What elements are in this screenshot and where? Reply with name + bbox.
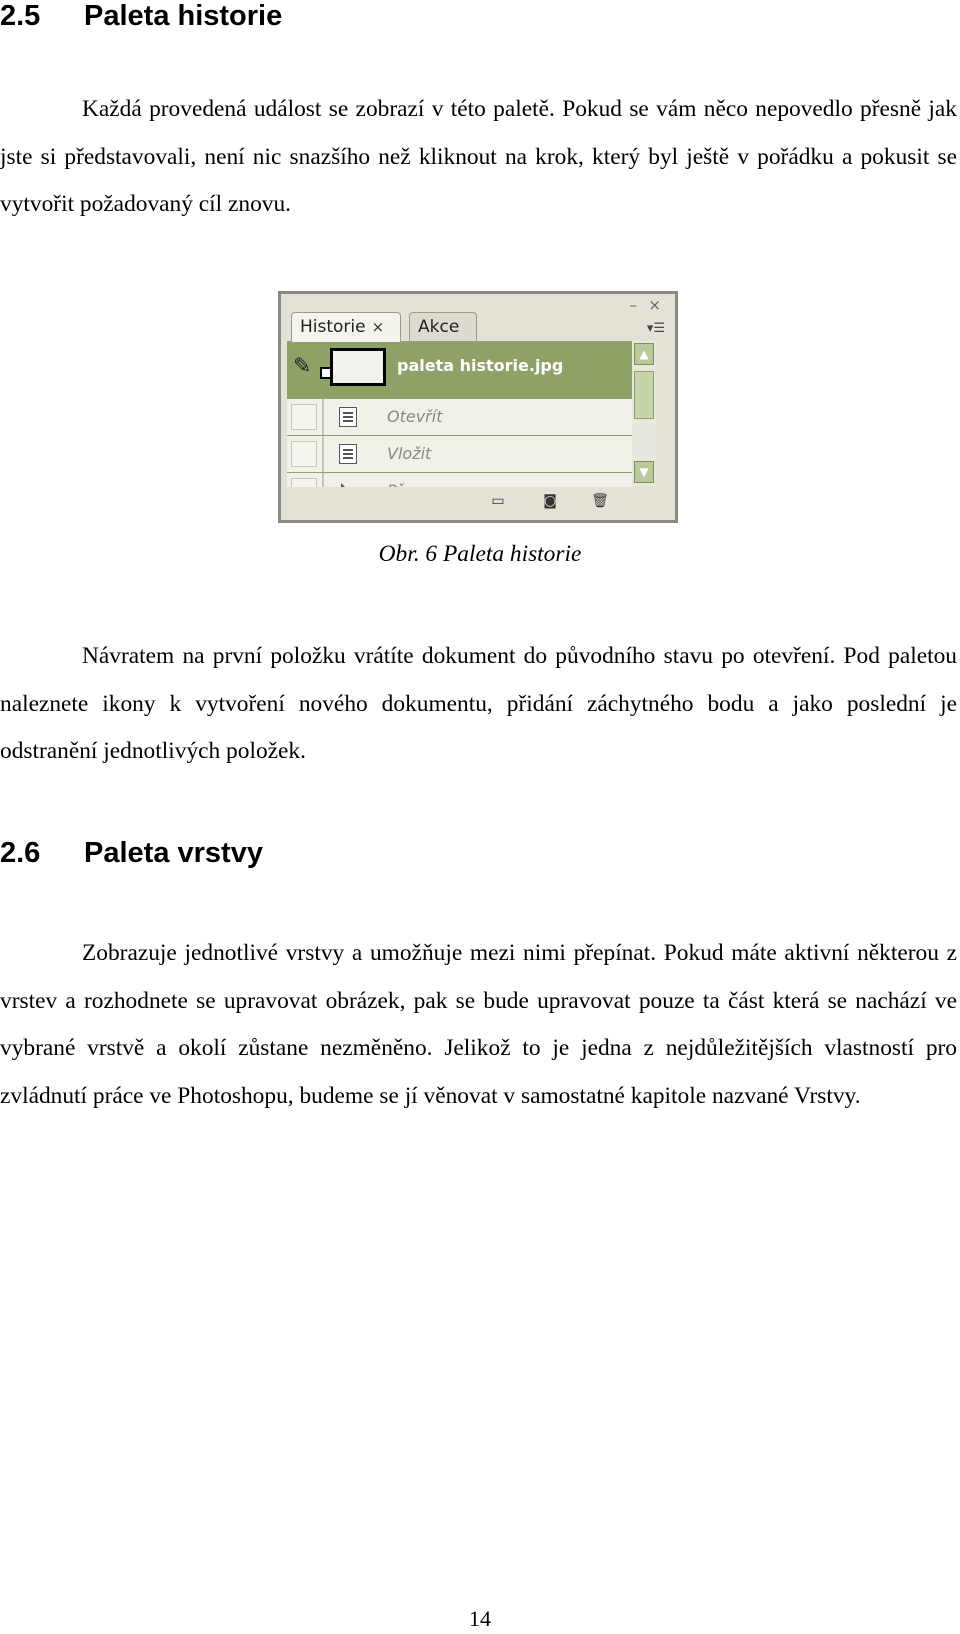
paragraph-history-usage	[0, 633, 957, 776]
page-number: 14	[469, 1606, 491, 1631]
state-label: Otevřít	[387, 407, 443, 426]
section-number: 2.6	[0, 837, 41, 869]
palette-menu-icon[interactable]: ▾☰	[646, 321, 665, 336]
vertical-scrollbar[interactable]	[632, 341, 656, 486]
paragraph-layers	[0, 930, 957, 1120]
scroll-down-icon[interactable]: ▼	[634, 461, 654, 483]
paragraph-history-intro	[0, 86, 957, 229]
state-label: Vložit	[387, 444, 432, 463]
document-icon	[339, 407, 357, 427]
minimize-icon[interactable]: –	[629, 296, 637, 314]
tab-akce[interactable]	[409, 312, 477, 342]
history-brush-icon[interactable]: ✎	[293, 354, 312, 379]
source-marker-icon	[320, 367, 332, 379]
scroll-thumb[interactable]	[634, 371, 654, 419]
new-document-icon[interactable]: ▭	[491, 493, 505, 509]
section-number: 2.5	[0, 0, 41, 32]
section-title: Paleta vrstvy	[84, 837, 263, 869]
trash-icon[interactable]: 🗑	[591, 493, 609, 509]
column-divider	[322, 399, 324, 435]
figure-caption: Obr. 6 Paleta historie	[378, 541, 582, 567]
state-checkbox[interactable]	[291, 404, 317, 430]
tab-historie[interactable]	[291, 312, 401, 342]
section-title: Paleta historie	[84, 0, 283, 32]
paragraph-text: Návratem na první položku vrátíte dokument do původního stavu po otevření. Pod paletou naleznete ikony k vytvoření nového dokumentu, přidání záchytného bodu a jako poslední je odstranění jednotlivých položek.	[0, 643, 957, 764]
snapshot-label: paleta historie.jpg	[397, 356, 564, 375]
snapshot-thumbnail	[330, 348, 386, 386]
scroll-up-icon[interactable]: ▲	[634, 343, 654, 365]
tab-close-icon[interactable]: ×	[371, 318, 385, 336]
state-checkbox[interactable]	[291, 441, 317, 467]
paragraph-text: Zobrazuje jednotlivé vrstvy a umožňuje mezi nimi přepínat. Pokud máte aktivní některou z vrstev a rozhodnete se upravovat obrázek, pak se bude upravovat pouze ta část která se nachází ve vybrané vrstvě a okolí zůstane nezměněno. Jelikož to je jedna z nejdůležitějších vlastností pro zvládnutí práce ve Photoshopu, budeme se jí věnovat v samostatné kapitole nazvané Vrstvy.	[0, 940, 957, 1109]
history-state-row[interactable]	[287, 399, 632, 436]
section-heading-2-5	[0, 0, 282, 32]
paragraph-text: Každá provedená událost se zobrazí v této paletě. Pokud se vám něco nepovedlo přesně jak jste si představovali, není nic snazšího než kliknout na krok, který byl ještě v pořádku a pokusit se vytvořit požadovaný cíl znovu.	[0, 96, 957, 217]
history-list	[287, 341, 632, 487]
history-state-row[interactable]	[287, 436, 632, 473]
tab-label: Akce	[418, 317, 460, 337]
document-icon	[339, 444, 357, 464]
column-divider	[322, 436, 324, 472]
close-icon[interactable]: ×	[648, 296, 661, 314]
snapshot-row[interactable]	[287, 342, 632, 394]
camera-icon[interactable]: ◙	[543, 493, 557, 509]
tab-label: Historie	[300, 317, 366, 337]
history-palette-figure	[278, 291, 678, 523]
section-heading-2-6	[0, 837, 263, 869]
palette-toolbar	[287, 487, 657, 517]
